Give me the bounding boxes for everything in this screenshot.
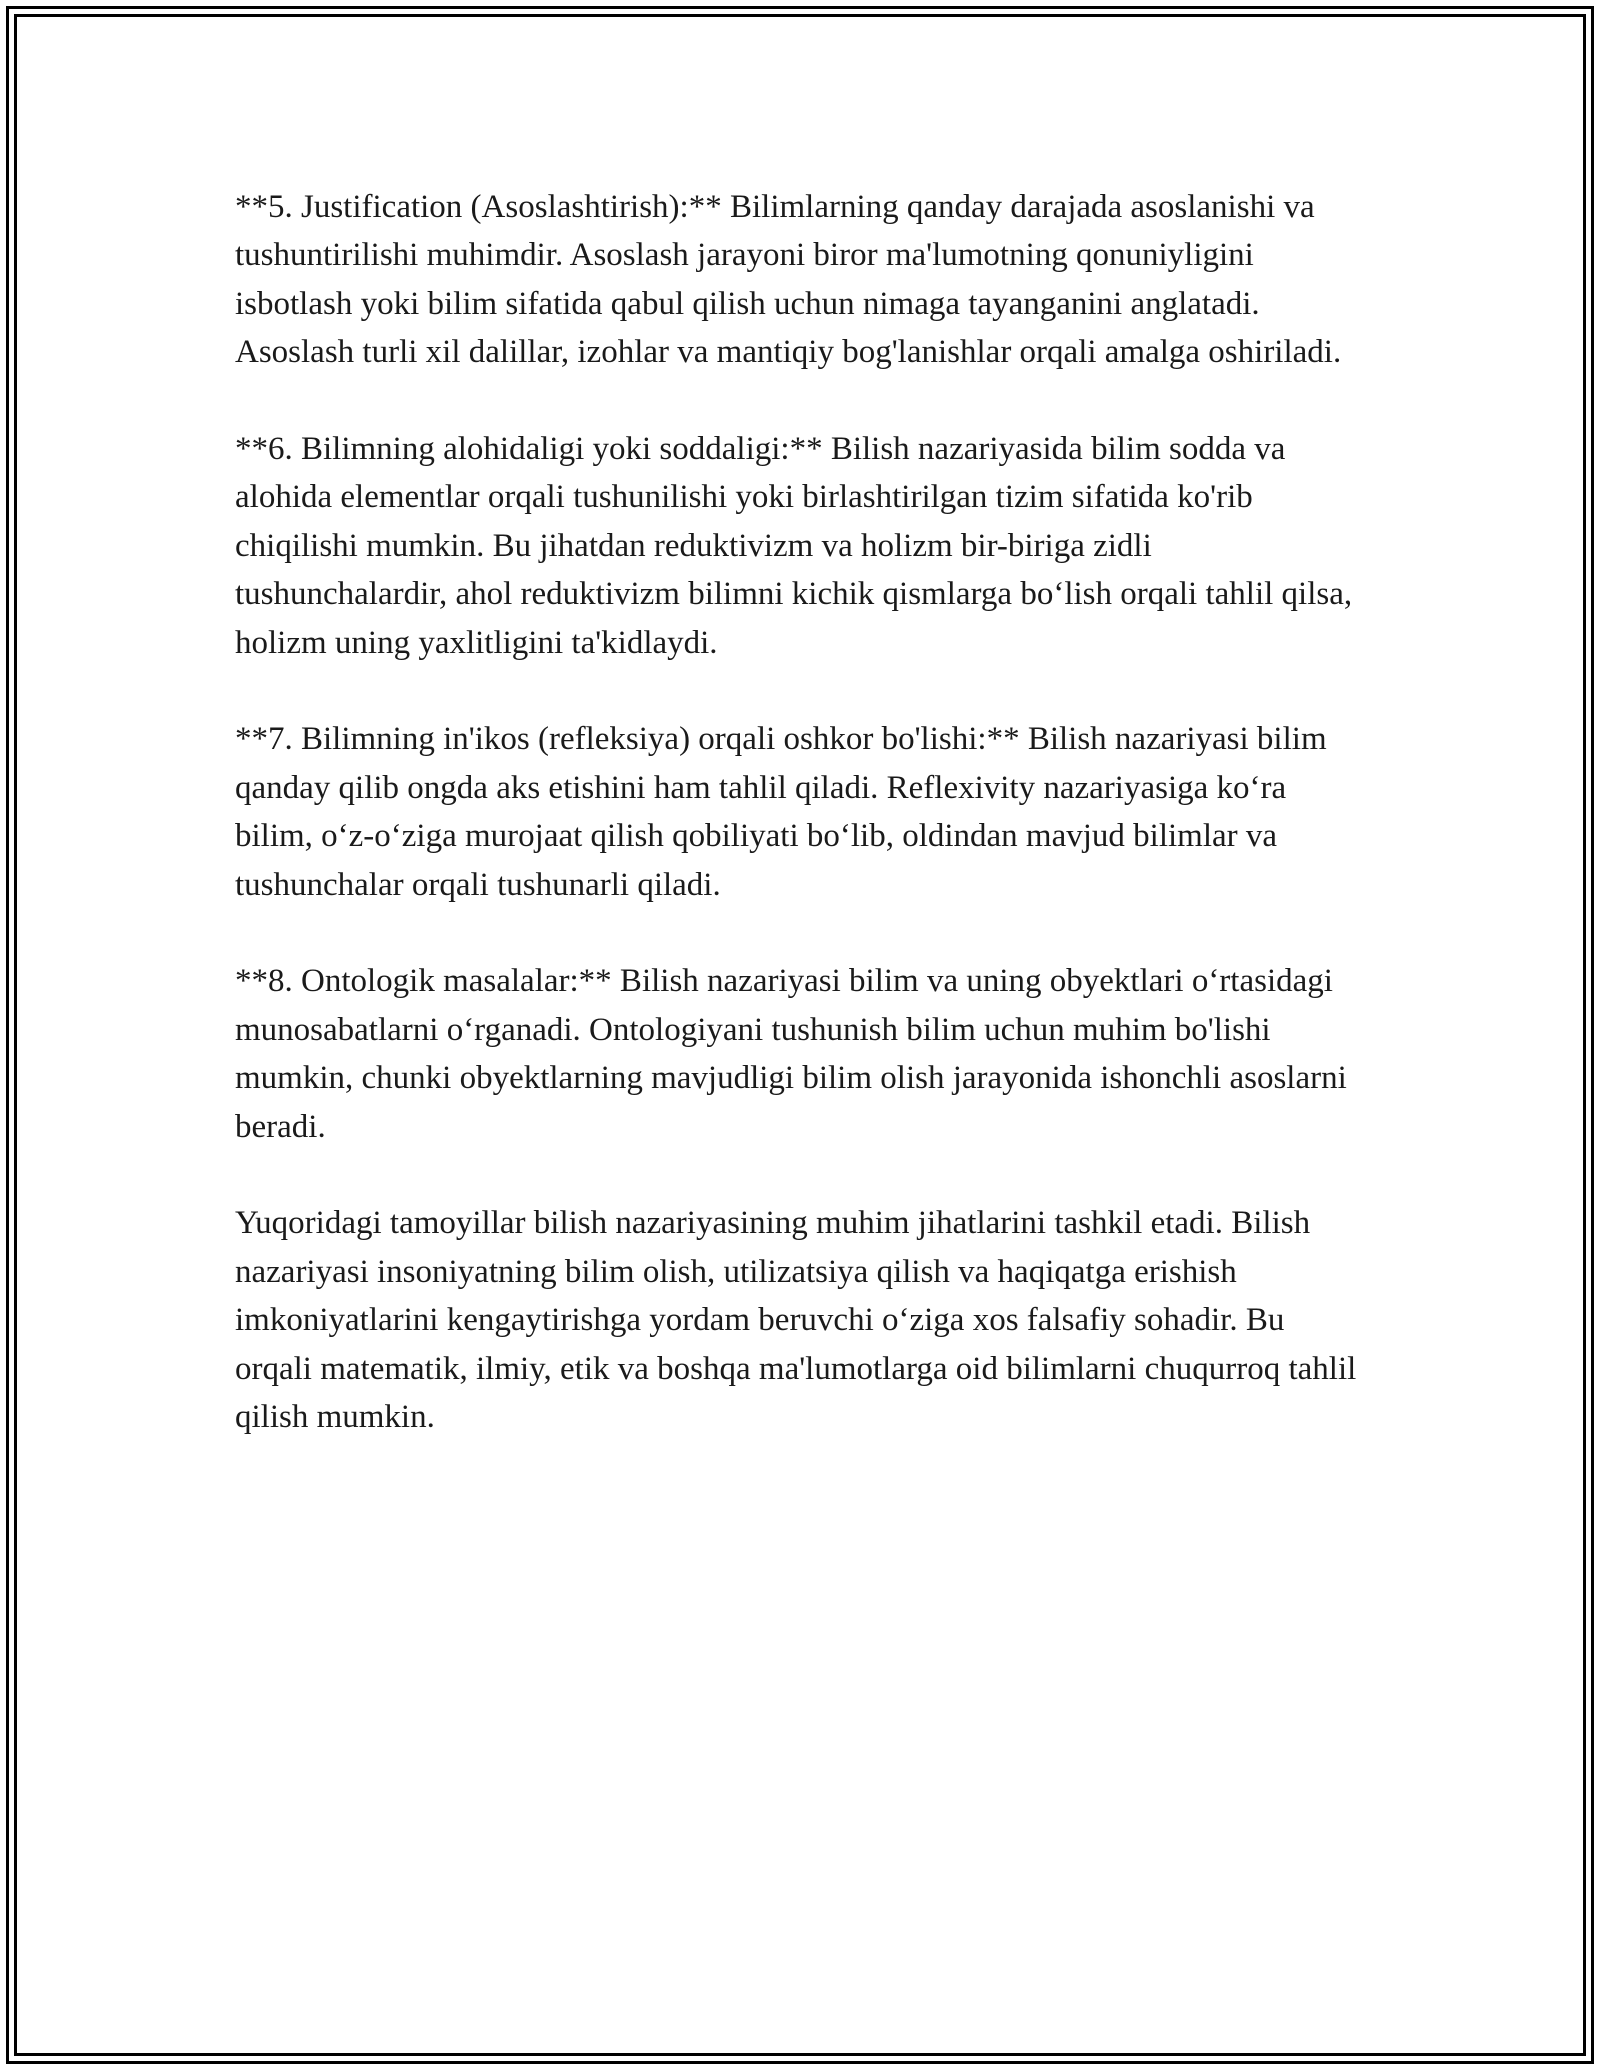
paragraph-conclusion: Yuqoridagi tamoyillar bilish nazariyasining muhim jihatlarini tashkil etadi. Bilish nazariyasi insoniyatning bilim olish, utilizatsiya qilish va haqiqatga erishish imkoniyatlarini kengaytirishga yordam beruvchi o‘ziga xos falsafiy sohadir. Bu orqali matematik, ilmiy, etik va boshqa ma'lumotlarga oid bilimlarni chuqurroq tahlil qilish mumkin.	[235, 1205, 1357, 1436]
paragraph-justification: **5. Justification (Asoslashtirish):** Bilimlarning qanday darajada asoslanishi va tushuntirilishi muhimdir. Asoslash jarayoni biror ma'lumotning qonuniyligini isbotlash yoki bilim sifatida qabul qilish uchun nimaga tayanganini anglatadi. Asoslash turli xil dalillar, izohlar va mantiqiy bog'lanishlar orqali amalga oshiriladi.	[235, 189, 1342, 371]
paragraph-simplicity: **6. Bilimning alohidaligi yoki soddaligi:** Bilish nazariyasida bilim sodda va alohida elementlar orqali tushunilishi yoki birlashtirilgan tizim sifatida ko'rib chiqilishi mumkin. Bu jihatdan reduktivizm va holizm bir-biriga zidli tushunchalardir, ahol reduktivizm bilimni kichik qismlarga bo‘lish orqali tahlil qilsa, holizm uning yaxlitligini ta'kidlaydi.	[235, 431, 1353, 661]
paragraph-ontology: **8. Ontologik masalalar:** Bilish nazariyasi bilim va uning obyektlari o‘rtasidagi munosabatlarni o‘rganadi. Ontologiyani tushunish bilim uchun muhim bo'lishi mumkin, chunki obyektlarning mavjudligi bilim olish jarayonida ishonchli asoslarni beradi.	[235, 963, 1347, 1145]
paragraph-reflection: **7. Bilimning in'ikos (refleksiya) orqali oshkor bo'lishi:** Bilish nazariyasi bilim qanday qilib ongda aks etishini ham tahlil qiladi. Reflexivity nazariyasiga ko‘ra bilim, o‘z-o‘ziga murojaat qilish qobiliyati bo‘lib, oldindan mavjud bilimlar va tushunchalar orqali tushunarli qiladi.	[235, 721, 1327, 903]
document-body	[235, 183, 1365, 1490]
